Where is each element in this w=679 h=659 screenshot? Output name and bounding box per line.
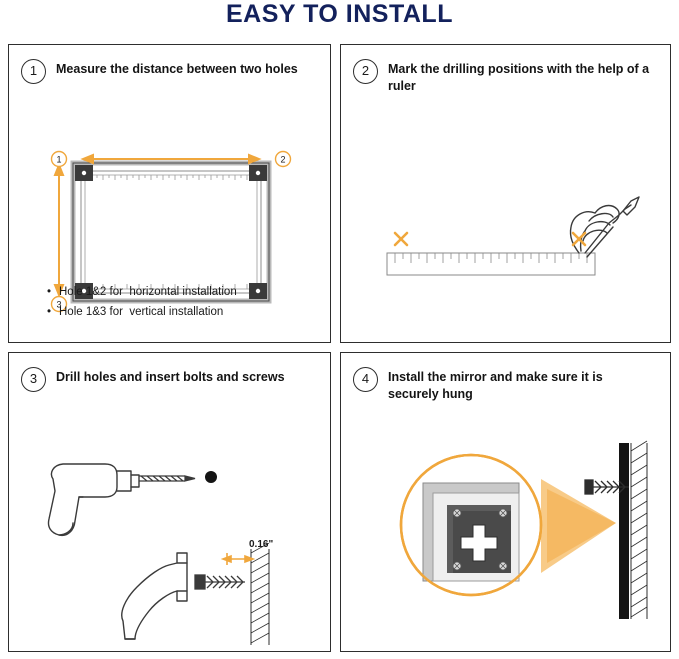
step-3-number: 3 [21, 367, 46, 392]
svg-text:2: 2 [280, 154, 286, 165]
svg-text:1: 1 [56, 154, 62, 165]
bullet-item: • Hole 1&2 for horizontal installation [47, 286, 237, 298]
step-3-drill-illustration [39, 435, 229, 555]
step-3-hammer-illustration [117, 543, 317, 653]
step-4-header [353, 367, 660, 403]
step-2-illustration [373, 175, 653, 325]
step-4-illustration [361, 433, 661, 643]
svg-text:3: 3 [56, 299, 62, 310]
step-panel-2 [340, 44, 671, 343]
page-title: EASY TO INSTALL [226, 0, 453, 28]
step-2-header [353, 59, 660, 95]
step-2-number: 2 [353, 59, 378, 84]
bullet-item: • Hole 1&3 for vertical installation [47, 306, 224, 318]
step-3-measure-label: 0.16" [249, 539, 274, 550]
step-3-text: Drill holes and insert bolts and screws [56, 370, 285, 384]
step-1-bullets [47, 282, 237, 322]
step-3-header [21, 367, 320, 392]
step-panel-1 [8, 44, 331, 343]
step-panel-3 [8, 352, 331, 652]
steps-grid [8, 44, 671, 652]
step-panel-4 [340, 352, 671, 652]
step-1-header [21, 59, 320, 84]
step-2-text: Mark the drilling positions with the help of a ruler [388, 62, 650, 93]
step-1-number: 1 [21, 59, 46, 84]
step-4-text: Install the mirror and make sure it is securely hung [388, 370, 603, 401]
step-1-text: Measure the distance between two holes [56, 62, 298, 76]
step-4-number: 4 [353, 367, 378, 392]
